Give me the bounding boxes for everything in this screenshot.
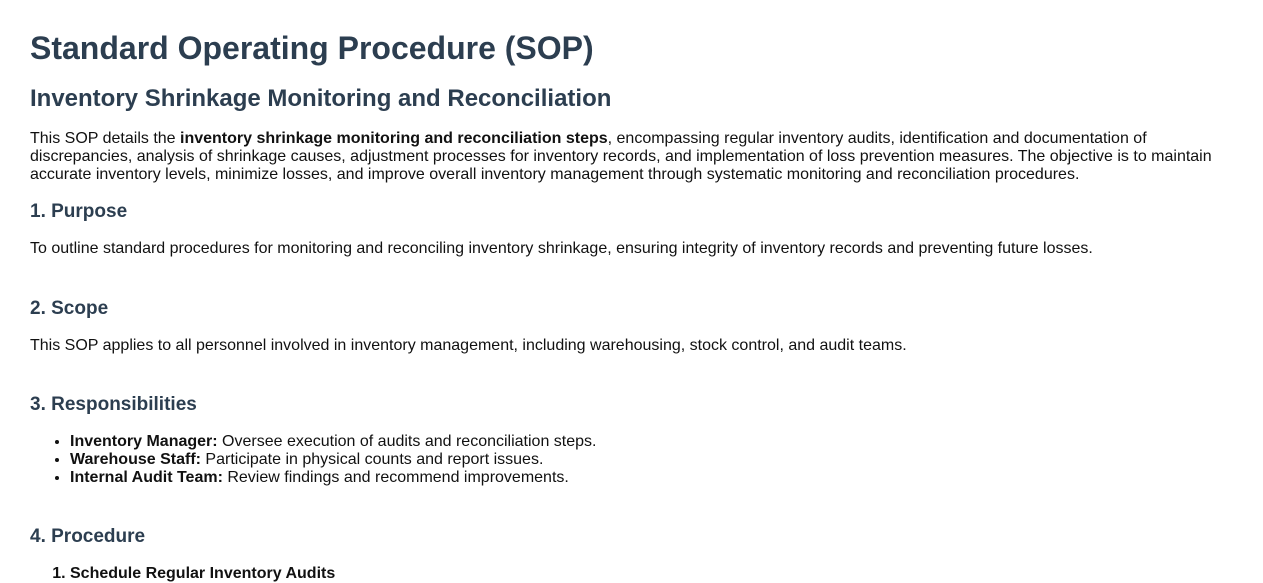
- responsibility-desc: Oversee execution of audits and reconciliation steps.: [217, 433, 597, 450]
- scope-text: This SOP applies to all personnel involved in inventory management, including warehousing, stock control, and audit teams.: [30, 337, 907, 354]
- intro-paragraph: [30, 130, 1220, 184]
- intro-bold: inventory shrinkage monitoring and reconciliation steps: [180, 130, 608, 147]
- procedure-heading: 4. Procedure: [30, 526, 146, 547]
- purpose-heading: 1. Purpose: [30, 201, 128, 222]
- responsibility-item: [70, 433, 1233, 451]
- responsibility-item: [70, 451, 1233, 469]
- scope-heading: 2. Scope: [30, 298, 109, 319]
- page-subtitle: Inventory Shrinkage Monitoring and Reconciliation: [30, 85, 612, 112]
- procedure-step: 1. Schedule Regular Inventory Audits: [70, 565, 1233, 583]
- purpose-text: To outline standard procedures for monitoring and reconciling inventory shrinkage, ensuring integrity of inventory records and preventing future losses.: [30, 240, 1093, 257]
- page-title: Standard Operating Procedure (SOP): [30, 30, 594, 66]
- responsibility-desc: Review findings and recommend improvements.: [222, 469, 569, 486]
- procedure-list: [30, 565, 1233, 583]
- responsibilities-list: [30, 433, 1233, 487]
- responsibility-item: [70, 469, 1233, 487]
- responsibility-role: Internal Audit Team:: [70, 469, 223, 486]
- responsibility-desc: Participate in physical counts and report issues.: [200, 451, 544, 468]
- responsibilities-heading: 3. Responsibilities: [30, 394, 197, 415]
- responsibility-role: Inventory Manager:: [70, 433, 218, 450]
- intro-lead: This SOP details the: [30, 130, 180, 147]
- intro-rest: , encompassing regular inventory audits, identification and documentation of discrepancies, analysis of shrinkage causes, adjustment processes for inventory records, and implementation of loss prevention measures. The objective is to maintain accurate inventory levels, minimize losses, and improve overall inventory management through systematic monitoring and reconciliation procedures.: [30, 130, 1212, 183]
- responsibility-role: Warehouse Staff:: [70, 451, 201, 468]
